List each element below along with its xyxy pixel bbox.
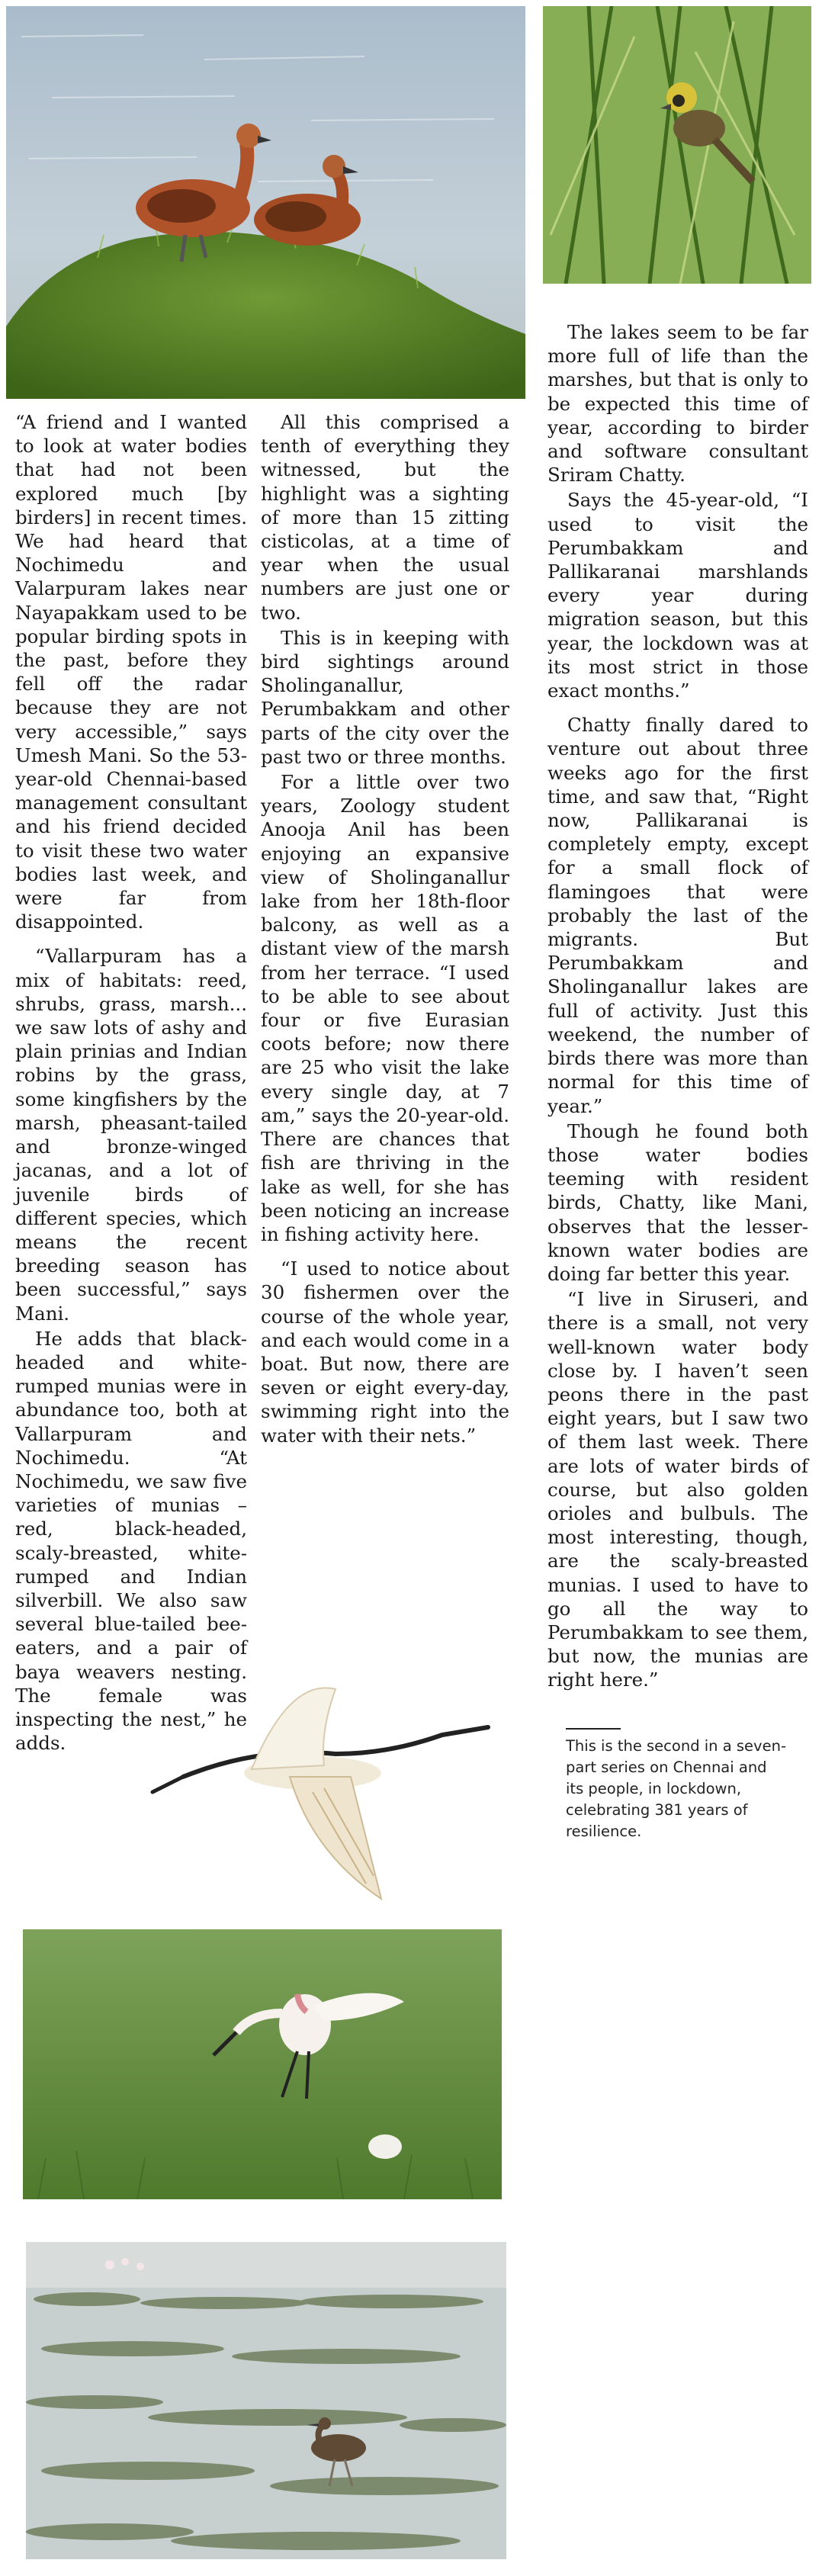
weaver-photo xyxy=(543,6,811,284)
article-column-2 xyxy=(261,410,509,1447)
paragraph-anooja-anil: For a little over two years, Zoology student Anooja Anil has been enjoying an expansive view of Sholinganallur lake from her 18th-floor balcony, as well as a distant view of the marsh from her terrace. “I used to be able to see about four or five Eurasian coots before; now there are 25 who visit the lake every single day, at 7 am,” says the 20-year-old. There are chances that fish are thriving in the lake as well, for she has been noticing an increase in fishing activity here. xyxy=(261,771,509,1245)
spoonbill-flight-photo xyxy=(137,1662,503,1914)
lotus-lake-photo xyxy=(26,2242,506,2559)
paragraph-sriram-chatty-quote: Says the 45-year-old, “I used to visit the Perumbakkam and Pallikaranai marshlands every year during migration season, but this year, the lockdown was at its most strict in those exact months.” xyxy=(547,489,808,702)
lotus-lake-image xyxy=(26,2242,506,2559)
paragraph-sholinganallur-sightings: This is in keeping with bird sightings around Sholinganallur, Perumbakkam and other parts of the city over the past two or three months. xyxy=(261,626,509,768)
paragraph-umesh-mani-intro: “A friend and I wanted to look at water bodies that had not been explored much [by birders] in recent times. We had heard that Nochimedu and Valarpuram lakes near Nayapakkam used to be popular birding spots in the past, before they fell off the radar because they are not very accessible,” says Umesh Mani. So the 53-year-old Chennai-based management consultant and his friend decided to visit these two water bodies last week, and were far from disappointed. xyxy=(15,411,247,933)
caption-rule xyxy=(566,1728,621,1730)
paragraph-siruseri-quote: “I live in Siruseri, and there is a small, not very well-known water body close by. I haven’t seen peons there in the past eight years, but I saw two of them last week. There are lots of water birds of course, but also golden orioles and bulbuls. The most interesting, though, are the scaly-breasted munias. I used to have to go all the way to Perumbakkam to see them, but now, the munias are right here.” xyxy=(547,1288,808,1691)
paragraph-resident-birds: Though he found both those water bodies teeming with resident birds, Chatty, like Mani, observes that the lesser-known water bodies are doing far better this year. xyxy=(547,1119,808,1285)
paragraph-munias: He adds that black-headed and white-rumped munias were in abundance too, both at Vallarpuram and Nochimedu. “At Nochimedu, we saw five varieties of munias – red, black-headed, scaly-breasted, white-rumped and Indian silverbill. We also saw several blue-tailed bee-eaters, and a pair of baya weavers nesting. The female was inspecting the nest,” he adds. xyxy=(15,1327,247,1755)
spoonbill-grass-photo xyxy=(23,1929,502,2199)
paragraph-lakes-more-life: The lakes seem to be far more full of life than the marshes, but that is only to be expected this time of year, according to birder and software consultant Sriram Chatty. xyxy=(547,321,808,487)
ducks-photo xyxy=(6,6,525,399)
paragraph-pallikaranai-empty: Chatty finally dared to venture out about three weeks ago for the first time, and saw that, “Right now, Pallikaranai is completely empty, except for a small flock of flamingoes that were probably the last of the migrants. But Perumbakkam and Sholinganallur lakes are full of activity. Just this weekend, the number of birds there was more than normal for this time of year.” xyxy=(547,714,808,1117)
baya-weaver-image xyxy=(543,6,811,284)
paragraph-vallarpuram-habitats: “Vallarpuram has a mix of habitats: reed, shrubs, grass, marsh... we saw lots of ashy and plain prinias and Indian robins by the grass, some kingfishers by the marsh, pheasant-tailed and bronze-winged jacanas, and a lot of juvenile birds of different species, which means the recent breeding season has been successful,” says Mani. xyxy=(15,945,247,1325)
article-column-3 xyxy=(547,320,808,1692)
whistling-ducks-image xyxy=(6,6,525,399)
paragraph-fishermen-quote: “I used to notice about 30 fishermen over the course of the whole year, and each would come in a boat. But now, there are seven or eight every-day, swimming right into the water with their nets.” xyxy=(261,1257,509,1447)
spoonbill-flight-image xyxy=(137,1662,503,1914)
series-caption: This is the second in a seven-part series on Chennai and its people, in lockdown, celebrating 381 years of resilience. xyxy=(566,1737,786,1840)
paragraph-zitting-cisticolas: All this comprised a tenth of everything they witnessed, but the highlight was a sighting of more than 15 zitting cisticolas, at a time of year when the usual numbers are just one or two. xyxy=(261,411,509,624)
article-column-1 xyxy=(15,410,247,1755)
spoonbill-grass-image xyxy=(23,1929,502,2199)
